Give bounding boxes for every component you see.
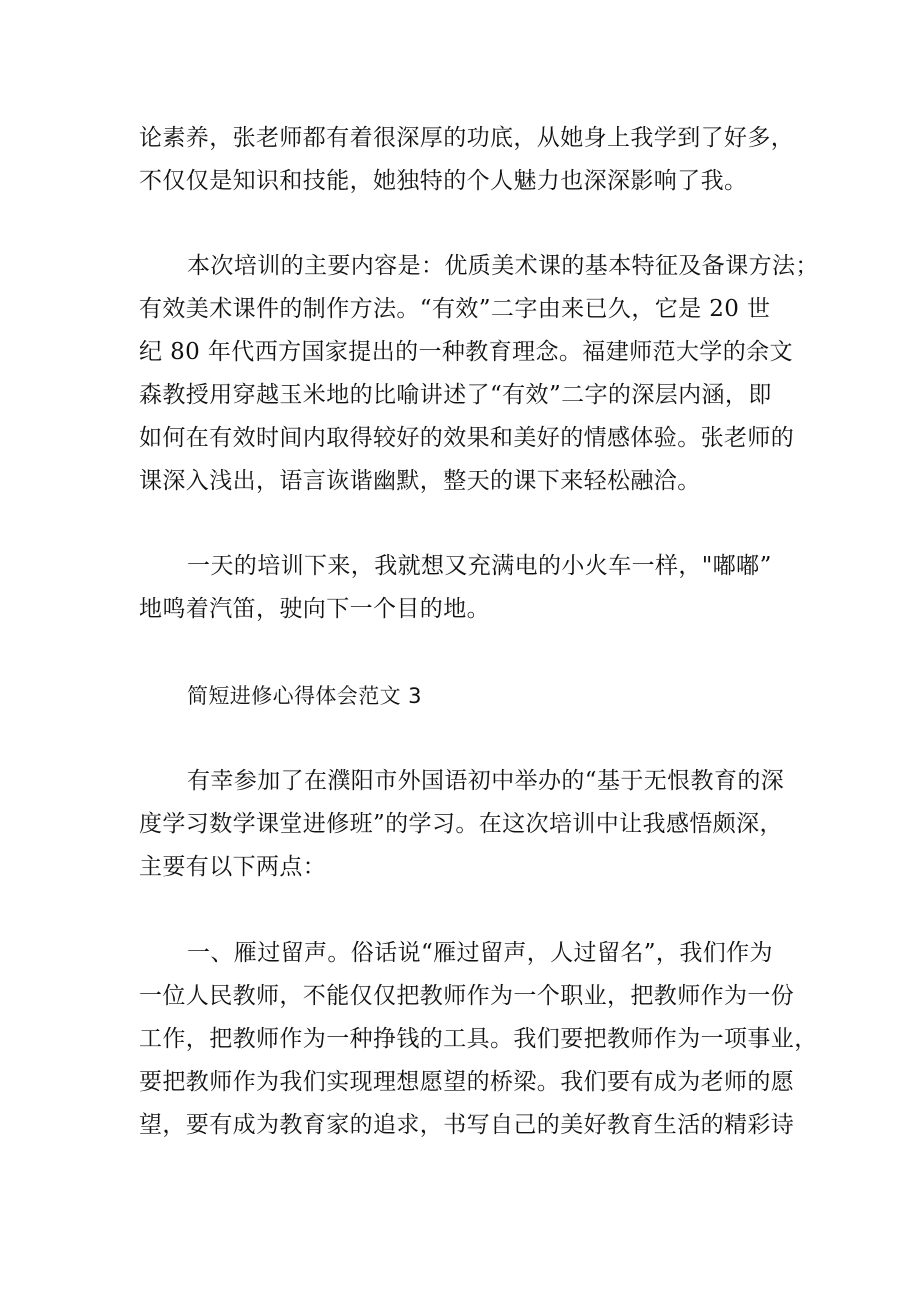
text-line: 不仅仅是知识和技能，她独特的个人魅力也深深影响了我。 <box>139 168 748 194</box>
text-line: 纪 80 年代西方国家提出的一种教育理念。福建师范大学的余文 <box>139 339 793 365</box>
text-line: 森教授用穿越玉米地的比喻讲述了“有效”二字的深层内涵，即 <box>139 382 772 408</box>
text-line: 本次培训的主要内容是：优质美术课的基本特征及备课方法； <box>187 253 819 279</box>
text-line: 要把教师作为我们实现理想愿望的桥梁。我们要有成为老师的愿 <box>139 1069 795 1095</box>
text-line: 一位人民教师，不能仅仅把教师作为一个职业，把教师作为一份 <box>139 983 795 1009</box>
text-line: 课深入浅出，语言诙谐幽默，整天的课下来轻松融洽。 <box>139 468 701 494</box>
section-heading <box>139 675 789 718</box>
text-line: 度学习数学课堂进修班”的学习。在这次培训中让我感悟颇深， <box>139 811 783 837</box>
paragraph-5 <box>139 760 789 889</box>
text-line: 有效美术课件的制作方法。“有效”二字由来已久，它是 20 世 <box>139 296 771 322</box>
text-line: 工作，把教师作为一种挣钱的工具。我们要把教师作为一项事业， <box>139 1026 818 1052</box>
paragraph-2 <box>139 245 819 503</box>
paragraph-6 <box>139 932 818 1147</box>
section-heading-text: 简短进修心得体会范文 3 <box>187 684 422 708</box>
paragraph-3 <box>139 545 789 631</box>
text-line: 一天的培训下来，我就想又充满电的小火车一样，"嘟嘟” <box>187 553 772 579</box>
text-line: 如何在有效时间内取得较好的效果和美好的情感体验。张老师的 <box>139 425 795 451</box>
text-line: 有幸参加了在濮阳市外国语初中举办的“基于无恨教育的深 <box>187 768 785 794</box>
text-line: 论素养，张老师都有着很深厚的功底，从她身上我学到了好多， <box>139 125 795 151</box>
paragraph-1 <box>139 117 795 203</box>
text-line: 望，要有成为教育家的追求，书写自己的美好教育生活的精彩诗 <box>139 1112 795 1138</box>
text-line: 一、雁过留声。俗话说“雁过留声，人过留名”，我们作为 <box>187 940 773 966</box>
text-line: 地鸣着汽笛，驶向下一个目的地。 <box>139 596 490 622</box>
text-line: 主要有以下两点： <box>139 854 327 880</box>
